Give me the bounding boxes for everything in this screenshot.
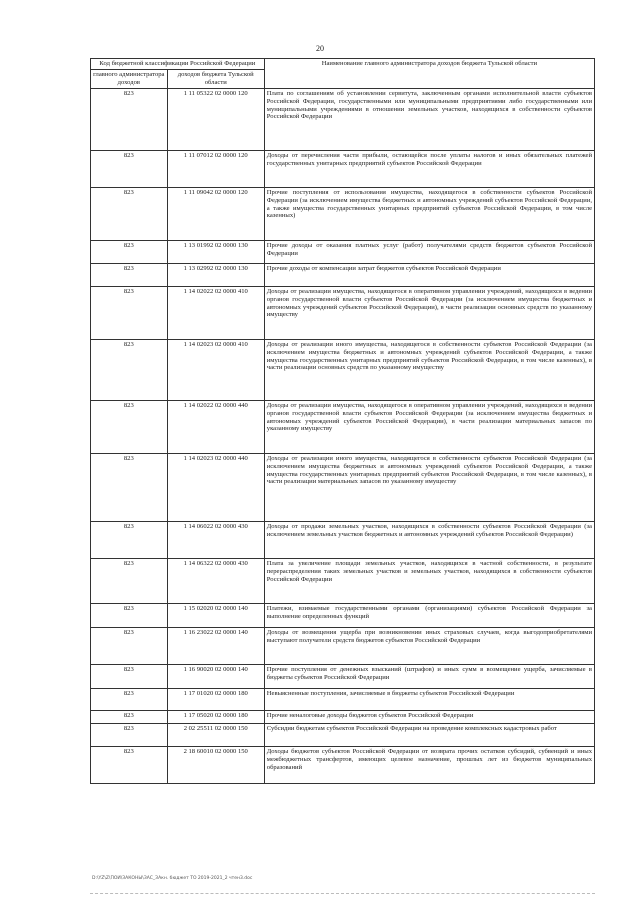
table-row — [91, 400, 595, 453]
table-row — [91, 339, 595, 400]
income-code-cell: 2 02 25511 02 0000 150 — [167, 723, 264, 746]
income-code-cell: 1 14 02023 02 0000 410 — [167, 339, 264, 400]
admin-code-cell: 823 — [91, 688, 168, 710]
income-name-cell: Прочие неналоговые доходы бюджетов субъектов Российской Федерации — [264, 710, 594, 723]
admin-code-cell: 823 — [91, 263, 168, 286]
income-code-cell: 1 11 09042 02 0000 120 — [167, 187, 264, 240]
income-name-cell: Платежи, взимаемые государственными органами (организациями) субъектов Российской Федерации за выполнение определенных функций — [264, 603, 594, 627]
table-row — [91, 664, 595, 688]
income-name-cell: Доходы от перечисления части прибыли, остающейся после уплаты налогов и иных обязательных платежей государственных унитарных предприятий субъектов Российской Федерации — [264, 150, 594, 187]
income-code-cell: 1 14 02022 02 0000 410 — [167, 286, 264, 339]
income-code-cell: 1 14 02022 02 0000 440 — [167, 400, 264, 453]
income-code-cell: 1 11 05322 02 0000 120 — [167, 88, 264, 150]
admin-code-cell: 823 — [91, 710, 168, 723]
table-row — [91, 263, 595, 286]
table-row — [91, 603, 595, 627]
table-row — [91, 88, 595, 150]
income-name-cell: Доходы от возмещения ущерба при возникновении иных страховых случаев, когда выгодоприобретателями выступают получатели средств бюджетов субъектов Российской Федерации — [264, 627, 594, 664]
table-row — [91, 453, 595, 521]
income-name-cell: Доходы от реализации иного имущества, находящегося в собственности субъектов Российской Федерации (за исключением имущества бюджетных и автономных учреждений субъектов Российской Федерации, а также имущества государственных унитарных предприятий субъектов Российской Федерации, в том числе казенных), в части реализации материальных запасов по указанному имуществу — [264, 453, 594, 521]
income-name-cell: Прочие доходы от компенсации затрат бюджетов субъектов Российской Федерации — [264, 263, 594, 286]
table-row — [91, 723, 595, 746]
income-name-cell: Доходы от реализации имущества, находящегося в оперативном управлении учреждений, находящихся в ведении органов государственной власти субъектов Российской Федерации (за исключением имущества бюджетных и автономных учреждений субъектов Российской Федерации), в части реализации материальных запасов по указанному имуществу — [264, 400, 594, 453]
admin-code-cell: 823 — [91, 286, 168, 339]
income-name-cell: Доходы от продажи земельных участков, находящихся в собственности субъектов Российской Федерации (за исключением земельных участков бюджетных и автономных учреждений субъектов Российской Федерации) — [264, 521, 594, 558]
admin-code-cell: 823 — [91, 187, 168, 240]
income-name-cell: Доходы от реализации иного имущества, находящегося в собственности субъектов Российской Федерации (за исключением имущества бюджетных и автономных учреждений субъектов Российской Федерации, а также имущества государственных унитарных предприятий субъектов Российской Федерации, в том числе казенных), в части реализации основных средств по указанному имуществу — [264, 339, 594, 400]
income-name-cell: Невыясненные поступления, зачисляемые в бюджеты субъектов Российской Федерации — [264, 688, 594, 710]
income-name-cell: Прочие поступления от использования имущества, находящегося в собственности субъектов Российской Федерации (за исключением имущества бюджетных и автономных учреждений субъектов Российской Федерации, а также имущества государственных унитарных предприятий субъектов Российской Федерации, в том числе казенных) — [264, 187, 594, 240]
table-row — [91, 187, 595, 240]
table-row — [91, 688, 595, 710]
header-code-group: Код бюджетной классификации Российской Федерации — [91, 59, 265, 70]
income-code-cell: 1 14 06322 02 0000 430 — [167, 558, 264, 603]
income-name-cell: Плата по соглашениям об установлении сервитута, заключенным органами исполнительной власти субъектов Российской Федерации, государственными или муниципальными предприятиями либо государственными или муниципальными учреждениями в отношении земельных участков, находящихся в собственности субъектов Российской Федерации — [264, 88, 594, 150]
admin-code-cell: 823 — [91, 150, 168, 187]
income-code-cell: 1 13 02992 02 0000 130 — [167, 263, 264, 286]
header-income-column: доходов бюджета Тульской области — [167, 69, 264, 88]
admin-code-cell: 823 — [91, 558, 168, 603]
income-code-cell: 1 13 01992 02 0000 130 — [167, 240, 264, 263]
income-code-cell: 1 17 05020 02 0000 180 — [167, 710, 264, 723]
header-admin-column: главного администратора доходов — [91, 69, 168, 88]
income-code-cell: 1 16 90020 02 0000 140 — [167, 664, 264, 688]
income-code-cell: 1 17 01020 02 0000 180 — [167, 688, 264, 710]
table-row — [91, 240, 595, 263]
table-row — [91, 150, 595, 187]
income-name-cell: Доходы от реализации имущества, находящегося в оперативном управлении учреждений, находящихся в ведении органов государственной власти субъектов Российской Федерации (за исключением имущества бюджетных и автономных учреждений субъектов Российской Федерации), в части реализации основных средств по указанному имуществу — [264, 286, 594, 339]
income-name-cell: Прочие доходы от оказания платных услуг (работ) получателями средств бюджетов субъектов Российской Федерации — [264, 240, 594, 263]
table-row — [91, 558, 595, 603]
admin-code-cell: 823 — [91, 603, 168, 627]
income-name-cell: Субсидии бюджетам субъектов Российской Федерации на проведение комплексных кадастровых работ — [264, 723, 594, 746]
table-row — [91, 521, 595, 558]
income-code-cell: 1 14 02023 02 0000 440 — [167, 453, 264, 521]
income-name-cell: Прочие поступления от денежных взысканий (штрафов) и иных сумм в возмещение ущерба, зачисляемые в бюджеты субъектов Российской Федерации — [264, 664, 594, 688]
table-row — [91, 746, 595, 783]
admin-code-cell: 823 — [91, 339, 168, 400]
admin-code-cell: 823 — [91, 521, 168, 558]
admin-code-cell: 823 — [91, 400, 168, 453]
admin-code-cell: 823 — [91, 627, 168, 664]
income-code-cell: 2 18 60010 02 0000 150 — [167, 746, 264, 783]
income-code-cell: 1 16 23022 02 0000 140 — [167, 627, 264, 664]
income-code-cell: 1 14 06022 02 0000 430 — [167, 521, 264, 558]
admin-code-cell: 823 — [91, 723, 168, 746]
income-code-cell: 1 11 07012 02 0000 120 — [167, 150, 264, 187]
page-number: 20 — [316, 44, 324, 53]
table-row — [91, 286, 595, 339]
admin-code-cell: 823 — [91, 453, 168, 521]
table-row — [91, 710, 595, 723]
income-name-cell: Плата за увеличение площади земельных участков, находящихся в частной собственности, в результате перераспределения таких земельных участков и земельных участков, находящихся в собственности субъектов Российской Федерации — [264, 558, 594, 603]
income-name-cell: Доходы бюджетов субъектов Российской Федерации от возврата прочих остатков субсидий, субвенций и иных межбюджетных трансфертов, имеющих целевое назначение, прошлых лет из бюджетов муниципальных образований — [264, 746, 594, 783]
admin-code-cell: 823 — [91, 88, 168, 150]
admin-code-cell: 823 — [91, 746, 168, 783]
budget-classification-table — [90, 58, 595, 784]
table-row — [91, 627, 595, 664]
bottom-divider — [90, 893, 595, 894]
admin-code-cell: 823 — [91, 240, 168, 263]
header-name-column: Наименование главного администратора доходов бюджета Тульской области — [264, 59, 594, 89]
admin-code-cell: 823 — [91, 664, 168, 688]
income-code-cell: 1 15 02020 02 0000 140 — [167, 603, 264, 627]
file-path-footer: D:\YZ\Z\ПОИ\ЗАКОНЫ\ЗАС_ЗАкн. бюджет ТО 2019-2021_2 чтен3.doc — [92, 876, 253, 881]
